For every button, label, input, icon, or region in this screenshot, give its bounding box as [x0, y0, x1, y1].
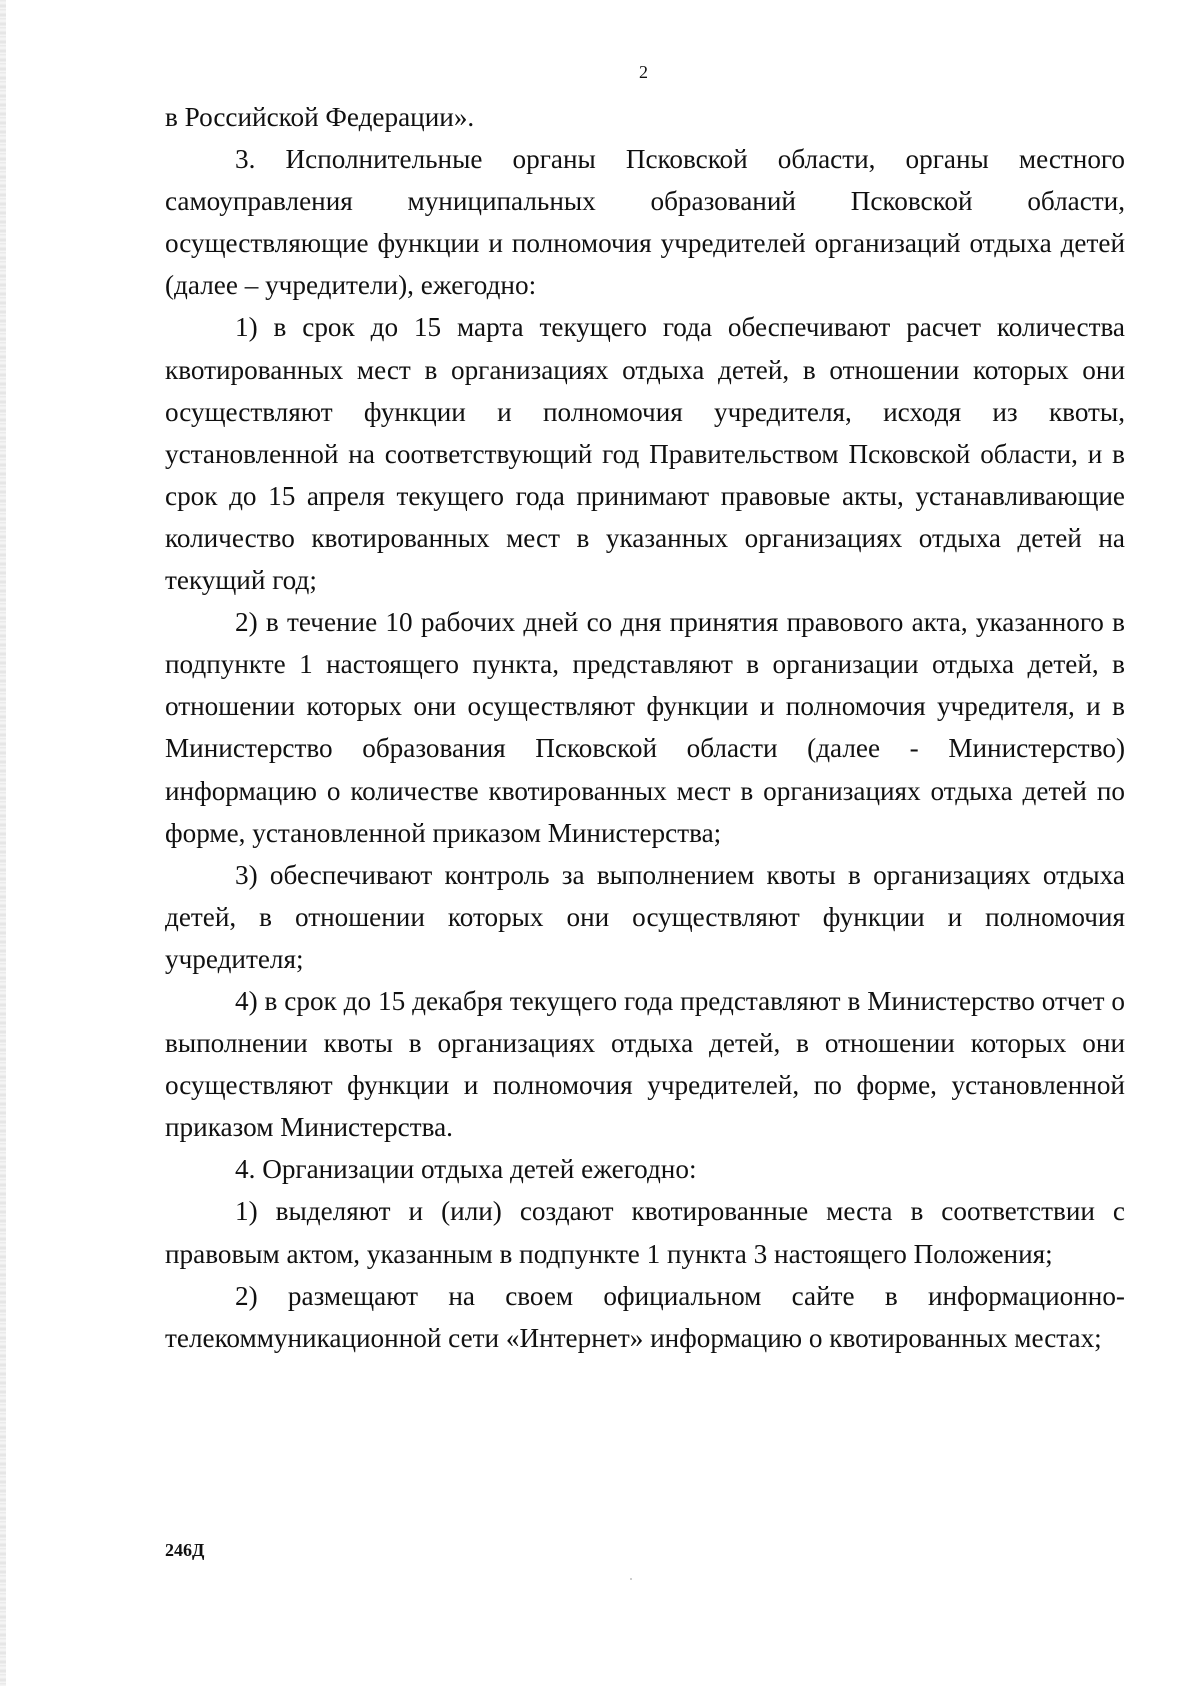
- scan-speck: [630, 1578, 632, 1580]
- paragraph-item-3-4: 4) в срок до 15 декабря текущего года представляют в Министерство отчет о выполнении квоты в организациях отдыха детей, в отношении которых они осуществляют функции и полномочия учредителей, по форме, установленной приказом Министерства.: [165, 985, 1125, 1143]
- document-code: 246Д: [165, 1540, 205, 1560]
- paragraph-item-4-1: 1) выделяют и (или) создают квотированные места в соответствии с правовым актом, указанным в подпункте 1 пункта 3 настоящего Положения;: [165, 1196, 1125, 1269]
- paragraph-item-4-2: 2) размещают на своем официальном сайте в информационно-телекоммуникационной сети «Интернет» информацию о квотированных местах;: [165, 1280, 1125, 1353]
- paragraph-continuation: в Российской Федерации».: [165, 102, 475, 132]
- scan-edge: [0, 0, 6, 1686]
- paragraph-item-3-2: 2) в течение 10 рабочих дней со дня принятия правового акта, указанного в подпункте 1 настоящего пункта, представляют в организации отдыха детей, в отношении которых они осуществляют функции и полномочия учредителя, и в Министерство образования Псковской области (далее - Министерство) информацию о количестве квотированных мест в организациях отдыха детей по форме, установленной приказом Министерства;: [165, 607, 1125, 848]
- paragraph-item-4: 4. Организации отдыха детей ежегодно:: [235, 1154, 697, 1185]
- document-body: [165, 96, 1125, 1359]
- paragraph-item-3-1: 1) в срок до 15 марта текущего года обеспечивают расчет количества квотированных мест в организациях отдыха детей, в отношении которых они осуществляют функции и полномочия учредителя, исходя из квоты, установленной на соответствующий год Правительством Псковской области, и в срок до 15 апреля текущего года принимают правовые акты, устанавливающие количество квотированных мест в указанных организациях отдыха детей на текущий год;: [165, 312, 1125, 596]
- paragraph-item-3: 3. Исполнительные органы Псковской области, органы местного самоуправления муниципальных образований Псковской области, осуществляющие функции и полномочия учредителей организаций отдыха детей (далее – учредители), ежегодно:: [165, 144, 1125, 301]
- page-number: 2: [639, 62, 648, 82]
- paragraph-item-3-3: 3) обеспечивают контроль за выполнением квоты в организациях отдыха детей, в отношении которых они осуществляют функции и полномочия учредителя;: [165, 859, 1125, 974]
